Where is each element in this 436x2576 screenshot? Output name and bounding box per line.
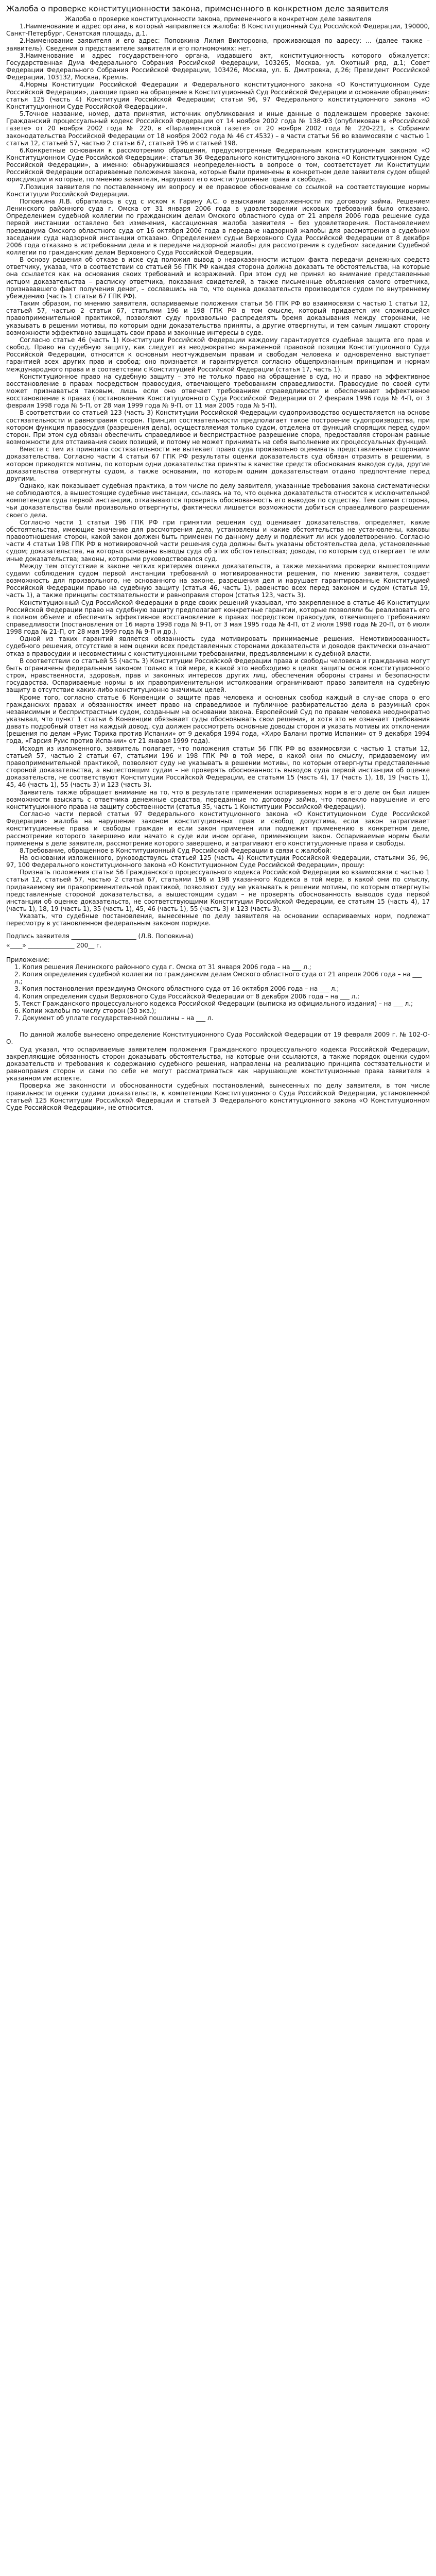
paragraph: 6.Конкретные основания к рассмотрению обращения, предусмотренные Федеральным конституционным законом «О Конституционном Суде Российской Федерации»: статья 36 Федерального конституционного закона «О Конституционном Суде Российской Федерации», а именно: обнаружившаяся неопределенность в вопросе о том, соответствует ли Конституции Российской Федерации оспариваемые положения закона, которые были применены в конкретном деле заявителя судом общей юрисдикции и которые, по мнению заявителя, нарушают его конституционные права и свободы.: [6, 146, 430, 183]
paragraph: 5.Точное название, номер, дата принятия, источник опубликования и иные данные о подлежащем проверке законе: Гражданский процессуальный кодекс Российской Федерации от 14 ноября 2002 года № 138-ФЗ (опубликован в «Российской газете» от 20 ноября 2002 года № 220, в «Парламентской газете» от 20 ноября 2002 года № 220-221, в Собрании законодательства Российской Федерации от 18 ноября 2002 года № 46 ст.4532) – в части статьи 56 во взаимосвязи с частью 1 статьи 12, статьей 57, частью 2 статьи 67, статьей 196 и статьей 198.: [6, 110, 430, 147]
paragraph: Исходя из изложенного, заявитель полагает, что положения статьи 56 ГПК РФ во взаимосвязи с частью 1 статьи 12, статьей 57, частью 2 статьи 67, статьями 196 и 198 ГПК РФ в той мере, в какой они по смыслу, придаваемому им правоприменительной практикой, позволяют суду не указывать в решении мотивы, по которым отвергнуты представленные стороной доказательства, а вышестоящим судам – не проверять обоснованность выводов суда первой инстанции об оценке доказательств, не соответствуют Конституции Российской Федерации, ее статьям 15 (часть 4), 17 (часть 1), 18, 19 (часть 1), 45, 46 (часть 1), 55 (часть 3) и 123 (часть 3).: [6, 744, 430, 789]
court-note: [6, 1031, 430, 1111]
paragraph: Жалоба о проверке конституционности закона, примененного в конкретном деле заявителя: [65, 15, 371, 23]
paragraph: Указать, что судебные постановления, вынесенные по делу заявителя на основании оспариваемых норм, подлежат пересмотру в установленном федеральным законом порядке.: [6, 912, 430, 927]
document-title: Жалоба о проверке конституционности закона, примененного в конкретном деле заявителя: [6, 4, 389, 13]
paragraph: Признать положения статьи 56 Гражданского процессуального кодекса Российской Федерации во взаимосвязи с частью 1 статьи 12, статьей 57, частью 2 статьи 67, статьями 196 и 198 указанного Кодекса в той мере, в какой они по смыслу, придаваемому им правоприменительной практикой, позволяют суду не указывать в решении мотивы, по которым отвергнуты представленные стороной доказательства, а вышестоящим судам – не проверять обоснованность выводов суда первой инстанции об оценке доказательств, не соответствующими Конституции Российской Федерации, ее статьям 15 (часть 4), 17 (часть 1), 18, 19 (часть 1), 35 (часть 1), 45, 46 (часть 1), 55 (часть 3) и 123 (часть 3).: [6, 869, 430, 913]
paragraph: Согласно части первой статьи 97 Федерального конституционного закона «О Конституционном Суде Российской Федерации» жалоба на нарушение законом конституционных прав и свобод допустима, если закон затрагивает конституционные права и свободы граждан и если закон применен или подлежит применению в конкретном деле, рассмотрение которого завершено или начато в суде или ином органе, применяющем закон. Оспариваемые нормы были применены в деле заявителя, рассмотрение которого завершено, и затрагивают его конституционные права и свободы.: [6, 810, 430, 847]
paragraph: Суд указал, что оспариваемые заявителем положения Гражданского процессуального кодекса Российской Федерации, закрепляющие обязанность сторон доказывать обстоятельства, на которые они ссылаются, а также порядок оценки судом доказательств и требования к содержанию судебного решения, направлены на реализацию принципа состязательности и равноправия сторон и сами по себе не могут рассматриваться как нарушающие конституционные права заявителя в указанном им аспекте.: [6, 1045, 430, 1082]
paragraph: 3.Наименование и адрес государственного органа, издавшего акт, конституционность которого обжалуется: Государственная Дума Федерального Собрания Российской Федерации, 103265, Москва, ул. Охотный ряд, д.1; Совет Федерации Федерального Собрания Российской Федерации, 103426, Москва, ул. Б. Дмитровка, д.26; Президент Российской Федерации, 103132, Москва, Кремль.: [6, 52, 430, 81]
document-body: [6, 15, 430, 927]
attachment-item: 2. Копия определения судебной коллегии по гражданским делам Омского областного суда от 21 апреля 2006 года – на ___ л.;: [14, 971, 422, 986]
paragraph: На основании изложенного, руководствуясь статьей 125 (часть 4) Конституции Российской Федерации, статьями 36, 96, 97, 100 Федерального конституционного закона «О Конституционном Суде Российской Федерации», прошу:: [6, 854, 430, 869]
paragraph: Поповкина Л.В. обратилась в суд с иском к Гарину А.С. о взыскании задолженности по договору займа. Решением Ленинского районного суда г. Омска от 31 января 2006 года в удовлетворении исковых требований было отказано. Определением судебной коллегии по гражданским делам Омского областного суда от 21 апреля 2006 года решение суда первой инстанции оставлено без изменения, кассационная жалоба заявителя – без удовлетворения. Постановлением президиума Омского областного суда от 16 октября 2006 года в передаче надзорной жалобы для рассмотрения в судебном заседании суда надзорной инстанции отказано. Определением судьи Верховного Суда Российской Федерации от 8 декабря 2006 года отказано в истребовании дела и в передаче надзорной жалобы для рассмотрения в судебном заседании Судебной коллегии по гражданским делам Верховного Суда Российской Федерации.: [6, 197, 430, 256]
paragraph: В основу решения об отказе в иске суд положил вывод о недоказанности истцом факта передачи денежных средств ответчику, указав, что в соответствии со статьей 56 ГПК РФ каждая сторона должна доказать те обстоятельства, на которые она ссылается как на основания своих требований и возражений. При этом суд не принял во внимание представленные истцом доказательства – расписку ответчика, показания свидетелей, а также письменные объяснения самого ответчика, признававшего факт получения денег, – сославшись на то, что оценка доказательств производится судом по внутреннему убеждению (часть 1 статьи 67 ГПК РФ).: [6, 256, 430, 300]
paragraph: Согласно статье 46 (часть 1) Конституции Российской Федерации каждому гарантируется судебная защита его прав и свобод. Право на судебную защиту, как следует из неоднократно выраженной правовой позиции Конституционного Суда Российской Федерации, относится к основным неотчуждаемым правам и свободам человека и одновременно выступает гарантией всех других прав и свобод; оно признается и гарантируется согласно общепризнанным принципам и нормам международного права и в соответствии с Конституцией Российской Федерации (статья 17, часть 1).: [6, 336, 430, 373]
paragraph: Согласно части 1 статьи 196 ГПК РФ при принятии решения суд оценивает доказательства, определяет, какие обстоятельства, имеющие значение для рассмотрения дела, установлены и какие обстоятельства не установлены, каковы правоотношения сторон, какой закон должен быть применен по данному делу и подлежит ли иск удовлетворению. Согласно части 4 статьи 198 ГПК РФ в мотивировочной части решения суда должны быть указаны обстоятельства дела, установленные судом; доказательства, на которых основаны выводы суда об этих обстоятельствах; доводы, по которым суд отвергает те или иные доказательства; законы, которыми руководствовался суд.: [6, 518, 430, 563]
attachment-item: 3. Копия постановления президиума Омского областного суда от 16 октября 2006 года – на ___ л.;: [14, 985, 339, 993]
attachment-item: 7. Документ об уплате государственной пошлины – на ___ л.: [14, 1014, 214, 1022]
signature-line: Подпись заявителя _____________________ (Л.В. Поповкина): [6, 932, 194, 940]
document-page: [0, 0, 436, 1122]
paragraph: 4.Нормы Конституции Российской Федерации и Федерального конституционного закона «О Конституционном Суде Российской Федерации», дающие право на обращение в Конституционный Суд Российской Федерации и основание обращения: статья 125 (часть 4) Конституции Российской Федерации; статьи 96, 97 Федерального конституционного закона «О Конституционном Суде Российской Федерации».: [6, 81, 430, 110]
paragraph: Однако, как показывает судебная практика, в том числе по делу заявителя, указанные требования закона систематически не соблюдаются, а вышестоящие судебные инстанции, ссылаясь на то, что оценка доказательств относится к исключительной компетенции суда первой инстанции, отказываются проверять обоснованность его выводов по существу. Тем самым сторона, чьи доказательства были произвольно отвергнуты, фактически лишается возможности добиться справедливого разрешения своего дела.: [6, 482, 430, 519]
paragraph: 2.Наименование заявителя и его адрес: Поповкина Лилия Викторовна, проживающая по адресу: ... (далее также – заявитель). Сведения о представителе заявителя и его полномочиях: нет.: [6, 37, 430, 52]
attachment-item: 4. Копия определения судьи Верховного Суда Российской Федерации от 8 декабря 2006 года – на ___ л.;: [14, 992, 360, 1000]
paragraph: Проверка же законности и обоснованности судебных постановлений, вынесенных по делу заявителя, в том числе правильности оценки судами доказательств, к компетенции Конституционного Суда Российской Федерации, установленной статьей 125 Конституции Российской Федерации и статьей 3 Федерального конституционного закона «О Конституционном Суде Российской Федерации», не относится.: [6, 1082, 430, 1111]
paragraph: Таким образом, по мнению заявителя, оспариваемые положения статьи 56 ГПК РФ во взаимосвязи с частью 1 статьи 12, статьей 57, частью 2 статьи 67, статьями 196 и 198 ГПК РФ в том смысле, который придается им сложившейся правоприменительной практикой, позволяют суду произвольно распределять бремя доказывания между сторонами, не указывать в решении мотивы, по которым одни доказательства приняты, а другие отвергнуты, и тем самым лишают сторону возможности эффективно защищать свои права и законные интересы в суде.: [6, 300, 430, 336]
paragraph: В соответствии со статьей 55 (часть 3) Конституции Российской Федерации права и свободы человека и гражданина могут быть ограничены федеральным законом только в той мере, в какой это необходимо в целях защиты основ конституционного строя, нравственности, здоровья, прав и законных интересов других лиц, обеспечения обороны страны и безопасности государства. Оспариваемые нормы в их правоприменительном истолковании ограничивают право заявителя на судебную защиту в отсутствие каких-либо конституционно значимых целей.: [6, 657, 430, 694]
paragraph: Заявитель также обращает внимание на то, что в результате применения оспариваемых норм в его деле он был лишен возможности взыскать с ответчика денежные средства, переданные по договору займа, что повлекло нарушение и его конституционного права на защиту собственности (статья 35, часть 1 Конституции Российской Федерации).: [6, 788, 430, 810]
attachment-item: 5. Текст Гражданского процессуального кодекса Российской Федерации (выписка из официального издания) – на ___ л.;: [14, 999, 413, 1007]
attachments-title: Приложение:: [6, 956, 50, 963]
paragraph: Между тем отсутствие в законе четких критериев оценки доказательств, а также механизма проверки вышестоящими судами соблюдения судом первой инстанции требований о мотивированности решения, по мнению заявителя, создает возможность для произвольного, не основанного на законе, разрешения дел и нарушает гарантированные Конституцией Российской Федерации право на судебную защиту (статья 46, часть 1), равенство всех перед законом и судом (статья 19, часть 1), а также принципы состязательности и равноправия сторон (статья 123, часть 3).: [6, 562, 430, 599]
paragraph: 1.Наименование и адрес органа, в который направляется жалоба: В Конституционный Суд Российской Федерации, 190000, Санкт-Петербург, Сенатская площадь, д.1.: [6, 23, 430, 38]
paragraph: Одной из таких гарантий является обязанность суда мотивировать принимаемые решения. Немотивированность судебного решения, отсутствие в нем оценки всех представленных сторонами доказательств и доводов фактически означают отказ в правосудии и несовместимы с конституционными требованиями, предъявляемыми к судебной власти.: [6, 635, 430, 657]
paragraph: По данной жалобе вынесено определение Конституционного Суда Российской Федерации от 19 февраля 2009 г. № 102-О-О.: [6, 1031, 430, 1046]
paragraph: 8.Требование, обращенное в Конституционный Суд Российской Федерации в связи с жалобой:: [20, 846, 332, 854]
paragraph: Конституционный Суд Российской Федерации в ряде своих решений указывал, что закрепленное в статье 46 Конституции Российской Федерации право на судебную защиту предполагает конкретные гарантии, которые позволяли бы реализовать его в полном объеме и обеспечить эффективное восстановление в правах посредством правосудия, отвечающего требованиям справедливости (постановления от 16 марта 1998 года № 9-П, от 3 мая 1995 года № 4-П, от 2 июля 1998 года № 20-П, от 6 июля 1998 года № 21-П, от 28 мая 1999 года № 9-П и др.).: [6, 599, 430, 636]
date-line: «____» _______________ 200__ г.: [6, 941, 102, 949]
paragraph: Конституционное право на судебную защиту – это не только право на обращение в суд, но и право на эффективное восстановление в правах посредством правосудия, отвечающего требованиям справедливости. Правосудие по своей сути может признаваться таковым, лишь если оно отвечает требованиям справедливости и обеспечивает эффективное восстановление в правах (постановления Конституционного Суда Российской Федерации от 2 февраля 1996 года № 4-П, от 3 февраля 1998 года № 5-П, от 28 мая 1999 года № 9-П, от 11 мая 2005 года № 5-П).: [6, 372, 430, 410]
paragraph: В соответствии со статьей 123 (часть 3) Конституции Российской Федерации судопроизводство осуществляется на основе состязательности и равноправия сторон. Принцип состязательности предполагает такое построение судопроизводства, при котором функция правосудия (разрешения дела), осуществляемая только судом, отделена от функций спорящих перед судом сторон. При этом суд обязан обеспечить справедливое и беспристрастное разрешение спора, предоставляя сторонам равные возможности для отстаивания своих позиций, и потому не может принимать на себя выполнение их процессуальных функций.: [6, 409, 430, 446]
paragraph: Вместе с тем из принципа состязательности не вытекает право суда произвольно оценивать представленные сторонами доказательства. Согласно части 4 статьи 67 ГПК РФ результаты оценки доказательств суд обязан отразить в решении, в котором приводятся мотивы, по которым одни доказательства приняты в качестве средств обоснования выводов суда, другие доказательства отвергнуты судом, а также основания, по которым одним доказательствам отдано предпочтение перед другими.: [6, 446, 430, 482]
attachment-item: 6. Копии жалобы по числу сторон (30 экз.);: [14, 1007, 156, 1014]
paragraph: Кроме того, согласно статье 6 Конвенции о защите прав человека и основных свобод каждый в случае спора о его гражданских правах и обязанностях имеет право на справедливое и публичное разбирательство дела в разумный срок независимым и беспристрастным судом, созданным на основании закона. Европейский Суд по правам человека неоднократно указывал, что пункт 1 статьи 6 Конвенции обязывает суды обосновывать свои решения, и хотя это не означает требования давать подробный ответ на каждый довод, суд должен рассмотреть основные доводы сторон и указать мотивы их отклонения (решения по делам «Руис Ториха против Испании» от 9 декабря 1994 года, «Хиро Балани против Испании» от 9 декабря 1994 года, «Гарсия Руис против Испании» от 21 января 1999 года).: [6, 693, 430, 745]
attachment-item: 1. Копия решения Ленинского районного суда г. Омска от 31 января 2006 года – на ___ л.;: [14, 963, 311, 971]
attachments-list: [6, 963, 430, 1022]
paragraph: 7.Позиция заявителя по поставленному им вопросу и ее правовое обоснование со ссылкой на соответствующие нормы Конституции Российской Федерации.: [6, 183, 430, 198]
